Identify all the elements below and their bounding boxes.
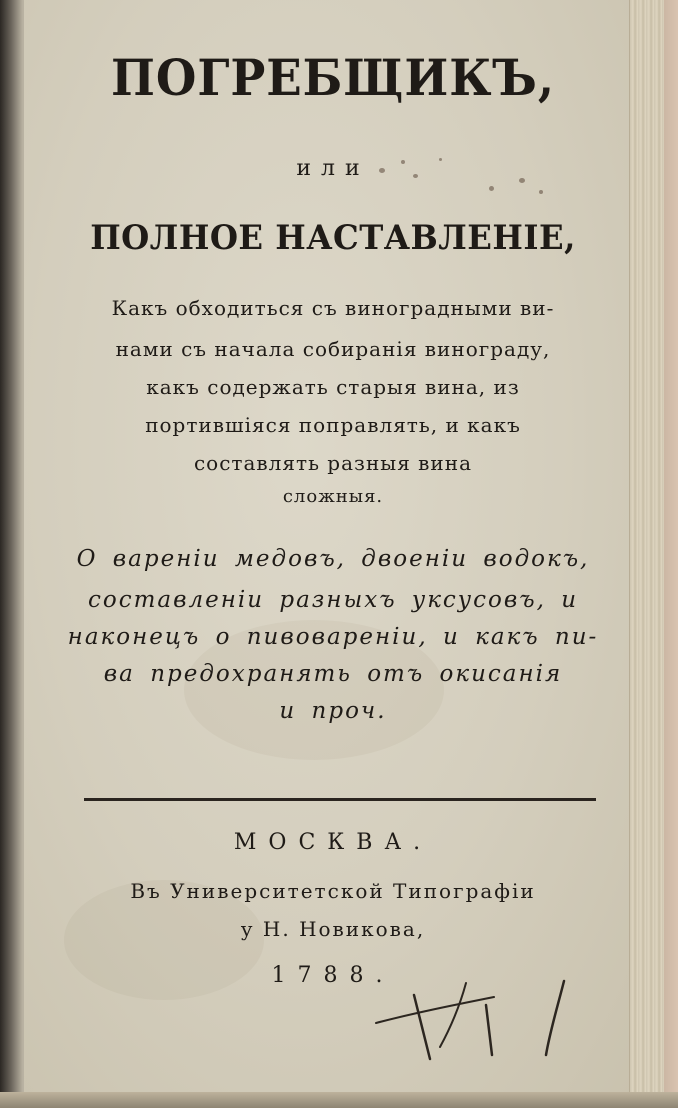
description-line: нами съ начала собиранія винограду,	[115, 337, 551, 361]
handwritten-mark	[374, 975, 584, 1065]
horizontal-rule	[84, 798, 596, 801]
italic-line: составленіи разныхъ уксусовъ, и	[87, 587, 579, 613]
imprint-printer: Въ Университетской Типографіи	[130, 879, 536, 903]
italic-line: и проч.	[279, 698, 387, 724]
page-edges	[629, 0, 678, 1108]
connector-word: или	[296, 156, 370, 181]
description-line: составлять разныя вина	[193, 451, 473, 475]
book-subtitle: ПОЛНОЕ НАСТАВЛЕНІЕ,	[90, 218, 576, 258]
italic-line: наконецъ о пивовареніи, и какъ пи-	[67, 624, 599, 650]
imprint-city: МОСКВА.	[233, 830, 433, 855]
description-line: Какъ обходиться съ виноградными ви-	[111, 296, 555, 320]
italic-line: О вареніи медовъ, двоеніи водокъ,	[76, 546, 590, 572]
description-line: портившіяся поправлять, и какъ	[145, 413, 521, 437]
description-line: сложныя.	[282, 486, 384, 507]
italic-line: ва предохранять отъ окисанія	[103, 661, 563, 687]
paper-page	[24, 0, 636, 1093]
imprint-year: 1788.	[271, 963, 395, 988]
book-title: ПОГРЕБЩИКЪ,	[111, 48, 555, 107]
imprint-printer-name: у Н. Новикова,	[240, 917, 426, 941]
bottom-edge	[0, 1092, 678, 1108]
description-line: какъ содержать старыя вина, из	[146, 375, 520, 399]
